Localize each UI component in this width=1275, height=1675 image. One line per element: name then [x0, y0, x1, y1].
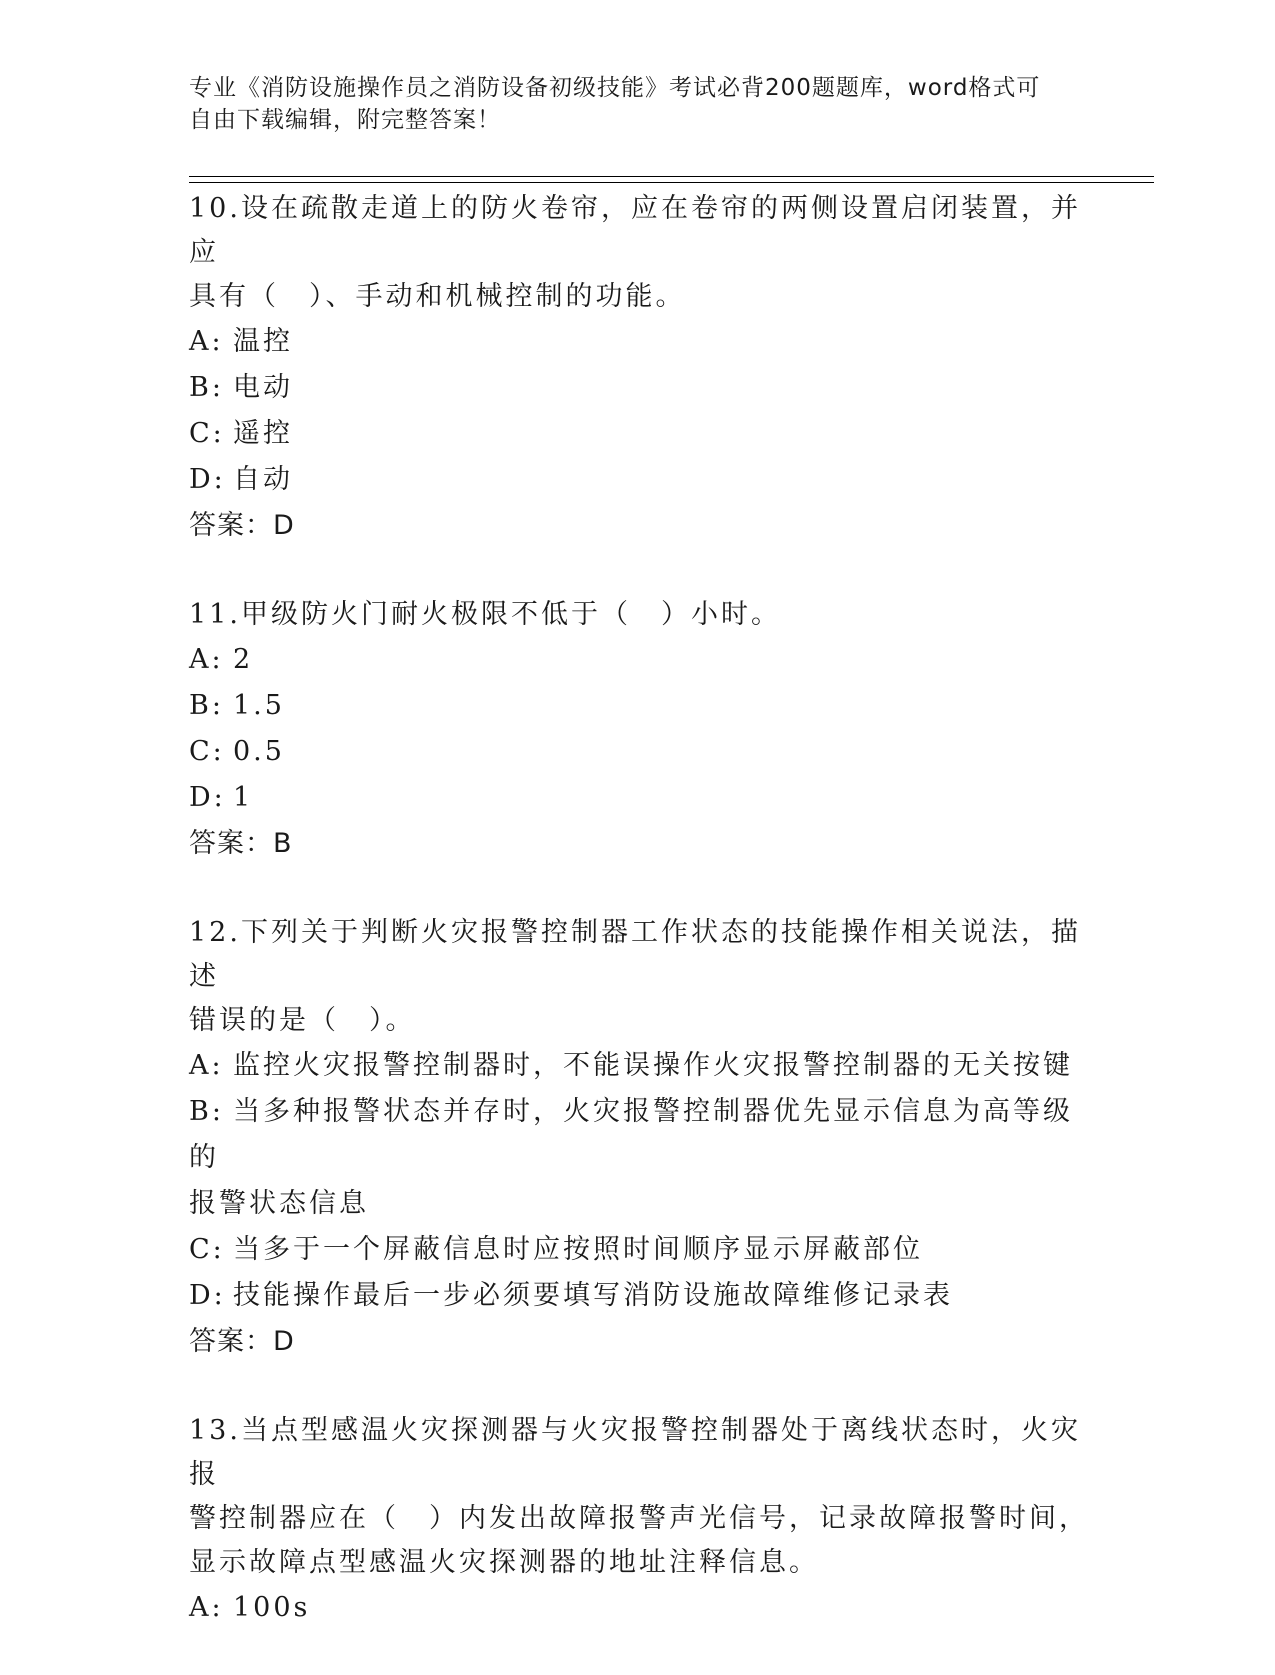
option-b-continuation: 报警状态信息	[189, 1188, 369, 1219]
option-label: A:	[189, 1592, 224, 1623]
question-line: 10.设在疏散走道上的防火卷帘，应在卷帘的两侧设置启闭装置，并应	[189, 193, 1081, 268]
question-line: 显示故障点型感温火灾探测器的地址注释信息。	[189, 1547, 819, 1578]
option-text: 电动	[233, 372, 293, 403]
option-c	[189, 1227, 1089, 1273]
option-label: A:	[189, 1050, 224, 1081]
option-label: B:	[189, 1096, 224, 1127]
option-label: D:	[189, 1280, 226, 1311]
header-rule-top	[189, 176, 1154, 177]
option-label: C:	[189, 418, 225, 449]
answer-line: 答案：D	[189, 1326, 295, 1357]
option-b	[189, 683, 1089, 729]
option-label: D:	[189, 782, 226, 813]
option-text: 100s	[233, 1592, 311, 1623]
option-text: 1.5	[233, 690, 285, 721]
option-text: 当多种报警状态并存时，火灾报警控制器优先显示信息为高等级的	[189, 1096, 1073, 1173]
option-label: B:	[189, 372, 224, 403]
question-text	[189, 187, 1089, 319]
option-label: A:	[189, 326, 224, 357]
option-c	[189, 729, 1089, 775]
option-text: 监控火灾报警控制器时，不能误操作火灾报警控制器的无关按键	[233, 1050, 1073, 1081]
option-text: 自动	[233, 464, 293, 495]
option-text: 温控	[233, 326, 293, 357]
option-a	[189, 1043, 1089, 1089]
option-text: 0.5	[233, 736, 285, 767]
answer-line: 答案：D	[189, 510, 295, 541]
option-label: C:	[189, 1234, 225, 1265]
question-line: 错误的是（ ）。	[189, 1005, 416, 1036]
question-text	[189, 1409, 1089, 1585]
option-label: A:	[189, 644, 224, 675]
question-line: 12.下列关于判断火灾报警控制器工作状态的技能操作相关说法，描述	[189, 917, 1081, 992]
question-line: 警控制器应在（ ）内发出故障报警声光信号，记录故障报警时间，	[189, 1503, 1089, 1534]
option-label: C:	[189, 736, 225, 767]
header-line-1: 专业《消防设施操作员之消防设备初级技能》考试必背200题题库，word格式可	[189, 75, 1041, 101]
question-13	[189, 1409, 1089, 1631]
option-label: B:	[189, 690, 224, 721]
header-rule-bottom	[189, 182, 1154, 183]
option-text: 1	[233, 782, 254, 813]
option-text: 2	[233, 644, 254, 675]
option-d	[189, 1273, 1089, 1319]
option-d	[189, 775, 1089, 821]
option-a	[189, 319, 1089, 365]
question-line: 11.甲级防火门耐火极限不低于（ ）小时。	[189, 599, 781, 630]
header-line-2: 自由下载编辑，附完整答案！	[189, 107, 501, 133]
question-12	[189, 911, 1089, 1365]
option-a	[189, 637, 1089, 683]
option-d	[189, 457, 1089, 503]
option-c	[189, 411, 1089, 457]
question-11	[189, 593, 1089, 867]
option-b	[189, 365, 1089, 411]
option-label: D:	[189, 464, 226, 495]
question-line: 13.当点型感温火灾探测器与火灾报警控制器处于离线状态时，火灾报	[189, 1415, 1081, 1490]
option-text: 技能操作最后一步必须要填写消防设施故障维修记录表	[233, 1280, 953, 1311]
question-list	[189, 187, 1089, 1675]
question-line: 具有（ ）、手动和机械控制的功能。	[189, 281, 686, 312]
question-text	[189, 593, 1089, 637]
option-text: 遥控	[233, 418, 293, 449]
option-a	[189, 1585, 1089, 1631]
option-text: 当多于一个屏蔽信息时应按照时间顺序显示屏蔽部位	[233, 1234, 923, 1265]
question-text	[189, 911, 1089, 1043]
answer-line: 答案：B	[189, 828, 293, 859]
question-10	[189, 187, 1089, 549]
option-b	[189, 1089, 1089, 1181]
document-header	[189, 72, 1089, 136]
